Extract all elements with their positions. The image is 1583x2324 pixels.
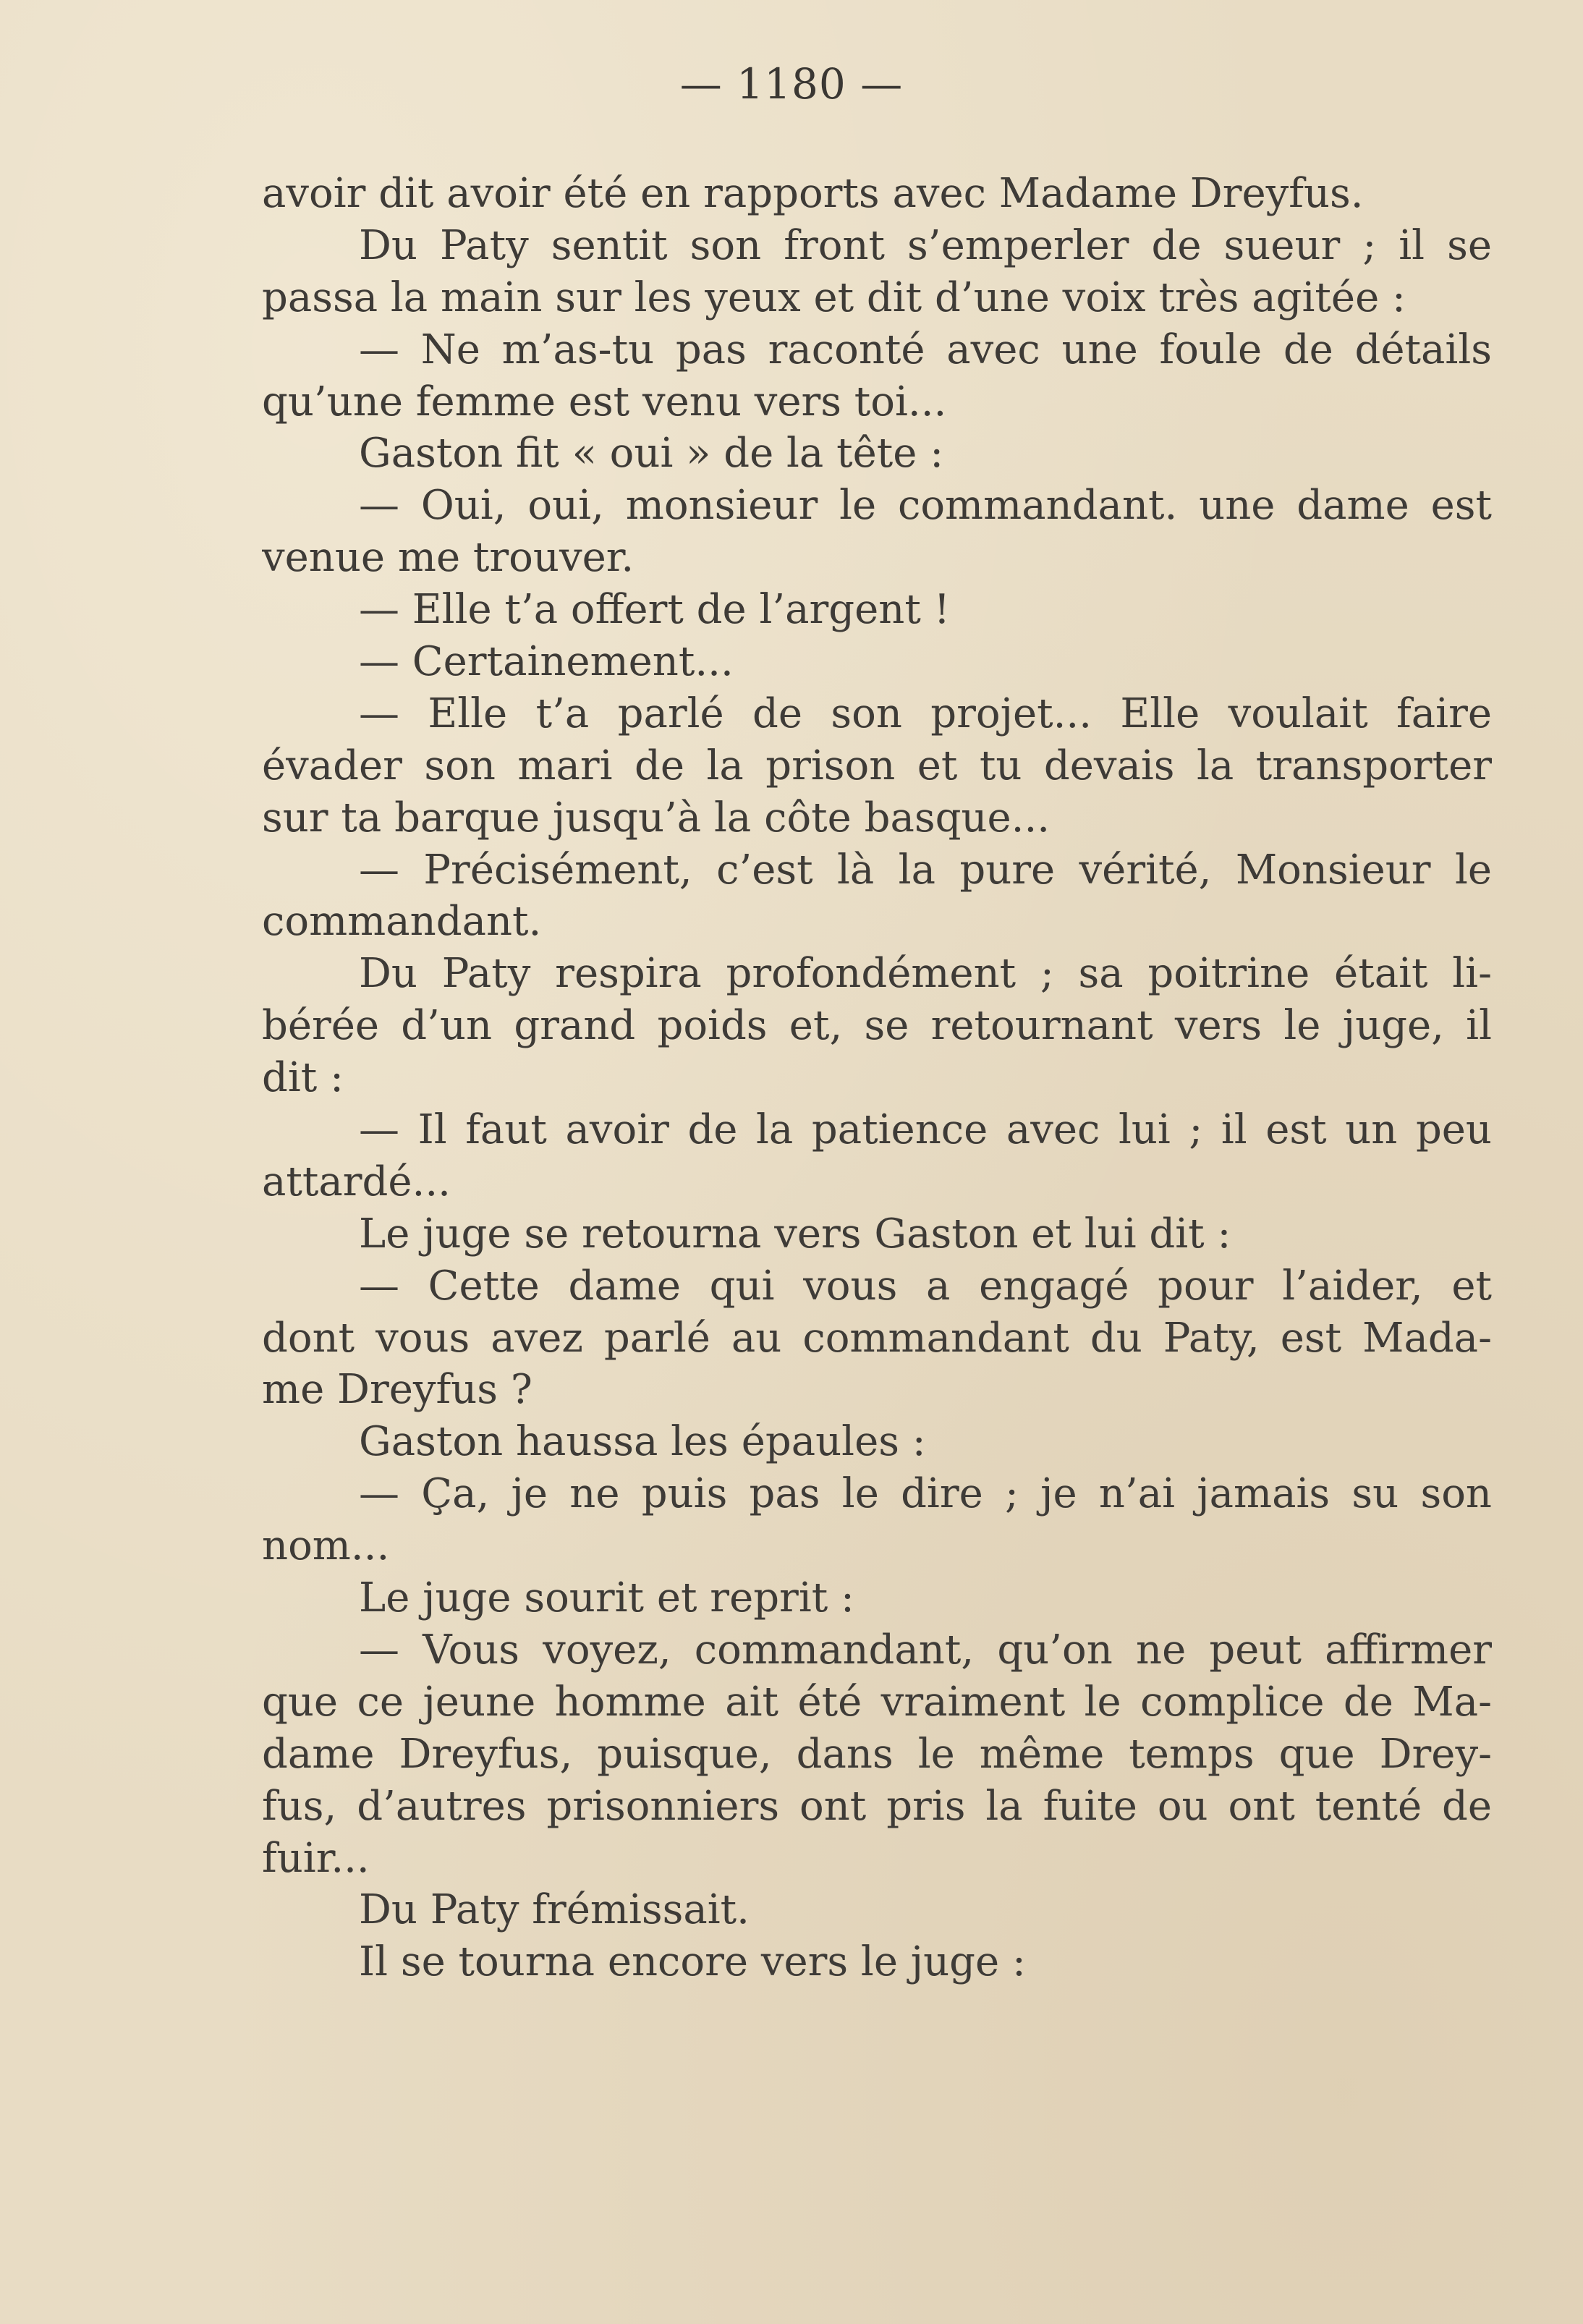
text-line: Gaston haussa les épaules : [359,1418,926,1466]
text-line: — Oui, oui, monsieur le commandant. une dame est [359,482,1492,530]
page-body-text [262,168,1492,1988]
text-line: Du Paty sentit son front s’emperler de sueur ; il se [359,221,1492,269]
text-line: évader son mari de la prison et tu devais la transporter [262,742,1492,789]
text-line: fuir... [262,1834,370,1882]
text-line: — Ne m’as-tu pas raconté avec une foule de détails [359,326,1492,373]
text-line: Du Paty frémissait. [359,1886,750,1934]
text-line: dit : [262,1054,344,1102]
text-line: dame Dreyfus, puisque, dans le même temps que Drey- [262,1730,1492,1778]
text-line: — Précisément, c’est là la pure vérité, Monsieur le [359,846,1492,894]
text-line: Du Paty respira profondément ; sa poitrine était li- [359,950,1492,998]
text-line: bérée d’un grand poids et, se retournant vers le juge, il [262,1002,1492,1050]
text-line: nom... [262,1522,390,1570]
text-line: qu’une femme est venu vers toi... [262,378,947,425]
text-line: commandant. [262,898,542,946]
text-line: — Ça, je ne puis pas le dire ; je n’ai jamais su son [359,1470,1492,1518]
text-line: — Elle t’a offert de l’argent ! [359,586,951,634]
page-number: — 1180 — [679,59,904,109]
text-line: sur ta barque jusqu’à la côte basque... [262,794,1051,841]
text-line: avoir dit avoir été en rapports avec Madame Dreyfus. [262,170,1364,217]
text-line: passa la main sur les yeux et dit d’une voix très agitée : [262,273,1406,321]
text-line: fus, d’autres prisonniers ont pris la fuite ou ont tenté de [262,1782,1492,1830]
text-line: Il se tourna encore vers le juge : [359,1938,1026,1986]
text-line: Le juge sourit et reprit : [359,1574,854,1622]
text-line: — Vous voyez, commandant, qu’on ne peut affirmer [359,1626,1492,1674]
text-line: venue me trouver. [262,534,635,582]
text-line: — Certainement... [359,638,734,686]
text-line: — Il faut avoir de la patience avec lui ; il est un peu [359,1106,1492,1154]
text-line: — Elle t’a parlé de son projet... Elle voulait faire [359,690,1492,737]
text-line: — Cette dame qui vous a engagé pour l’aider, et [359,1262,1492,1310]
text-line: Le juge se retourna vers Gaston et lui dit : [359,1210,1231,1258]
text-line: dont vous avez parlé au commandant du Paty, est Mada- [262,1314,1492,1362]
text-line: Gaston fit « oui » de la tête : [359,430,944,478]
text-line: que ce jeune homme ait été vraiment le complice de Ma- [262,1678,1492,1726]
text-line: attardé... [262,1158,451,1205]
text-line: me Dreyfus ? [262,1366,532,1414]
